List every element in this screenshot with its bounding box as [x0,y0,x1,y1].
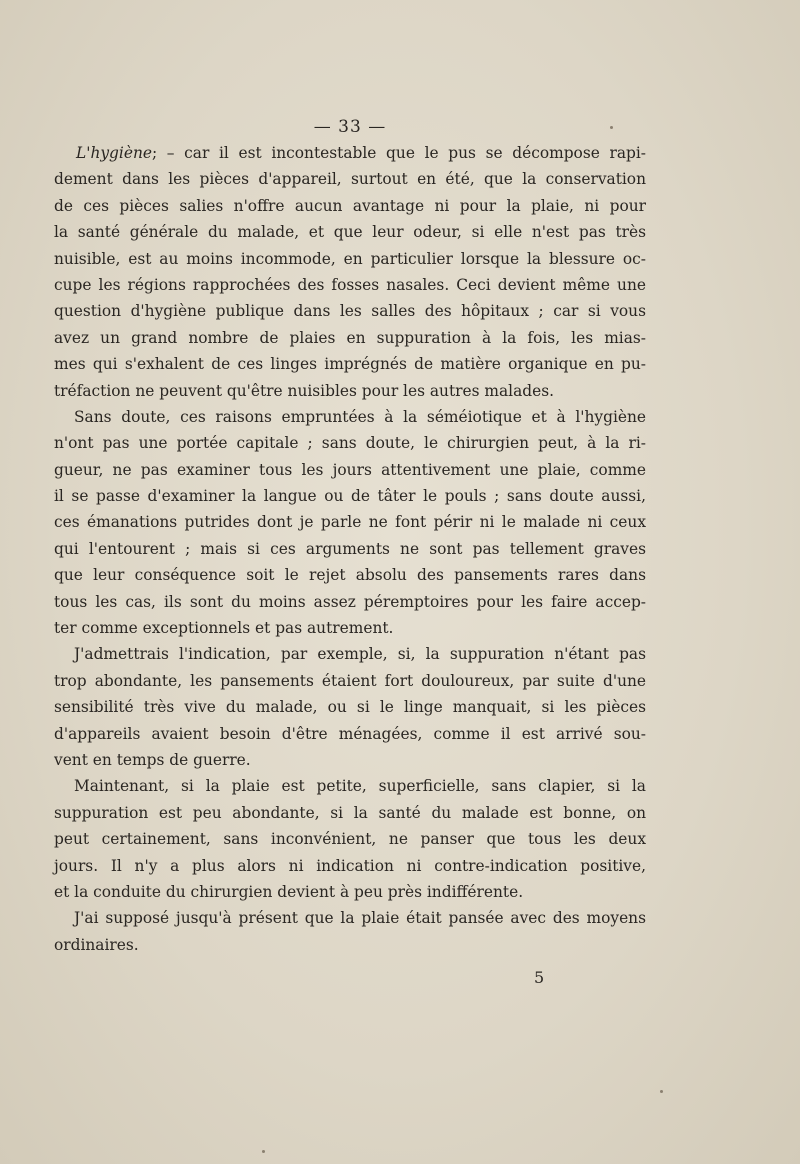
page-text [54,114,646,958]
text-line: L'hygiène; – car il est incontestable que le pus se décompose rapi- [76,144,646,162]
text-line: tréfaction ne peuvent qu'être nuisibles pour les autres malades. [54,381,555,400]
text-line: d'appareils avaient besoin d'être ménagées, comme il est arrivé sou- [54,724,646,743]
text-line: que leur conséquence soit le rejet absolu des pansements rares dans [54,566,646,585]
text-line: cupe les régions rapprochées des fosses nasales. Ceci devient même une [54,275,646,294]
paragraph-1 [54,140,646,404]
text-line: trop abondante, les pansements étaient fort douloureux, par suite d'une [54,671,646,690]
text-line: Sans doute, ces raisons empruntées à la séméiotique et à l'hygiène [74,407,646,426]
text-line: question d'hygiène publique dans les salles des hôpitaux ; car si vous [54,302,646,321]
text-line: dement dans les pièces d'appareil, surtout en été, que la conservation [54,170,646,189]
text-line: ter comme exceptionnels et pas autrement. [54,619,394,638]
text-line: avez un grand nombre de plaies en suppuration à la fois, les mias- [54,328,646,347]
text-line: mes qui s'exhalent de ces linges imprégnés de matière organique en pu- [54,355,646,374]
text-line: J'admettrais l'indication, par exemple, si, la suppuration n'étant pas [74,645,646,664]
paragraph-2 [54,404,646,642]
text-line: vent en temps de guerre. [54,750,251,769]
text-line: sensibilité très vive du malade, ou si le linge manquait, si les pièces [54,698,646,717]
text-line: n'ont pas une portée capitale ; sans doute, le chirurgien peut, à la ri- [54,434,646,453]
paper-speck [660,1090,663,1093]
text-line: suppuration est peu abondante, si la santé du malade est bonne, on [54,803,646,822]
text-line: J'ai supposé jusqu'à présent que la plaie était pansée avec des moyens [74,909,646,928]
text-line: il se passe d'examiner la langue ou de tâter le pouls ; sans doute aussi, [54,487,646,506]
paragraph-5 [54,905,646,958]
text-line: ordinaires. [54,935,139,954]
text-line: de ces pièces salies n'offre aucun avantage ni pour la plaie, ni pour [54,196,646,215]
text-line: peut certainement, sans inconvénient, ne panser que tous les deux [54,830,646,849]
paper-speck [262,1150,265,1153]
signature-mark: 5 [534,968,545,987]
text-line: jours. Il n'y a plus alors ni indication ni contre-indication positive, [54,856,646,875]
paragraph-4 [54,773,646,905]
page-number: — 33 — [313,117,387,137]
text-line: la santé générale du malade, et que leur odeur, si elle n'est pas très [54,223,646,242]
text-line: et la conduite du chirurgien devient à peu près indifférente. [54,882,524,901]
paper-speck [610,126,613,129]
text-line: Maintenant, si la plaie est petite, superficielle, sans clapier, si la [74,777,646,796]
text-line: gueur, ne pas examiner tous les jours attentivement une plaie, comme [54,460,646,479]
text-line: nuisible, est au moins incommode, en particulier lorsque la blessure oc- [54,249,646,268]
text-line: tous les cas, ils sont du moins assez péremptoires pour les faire accep- [54,592,646,611]
text-line: ces émanations putrides dont je parle ne font périr ni le malade ni ceux [54,513,646,532]
paragraph-3 [54,641,646,773]
italic-lead-word: L'hygiène [76,144,152,162]
text-line: qui l'entourent ; mais si ces arguments ne sont pas tellement graves [54,539,646,558]
